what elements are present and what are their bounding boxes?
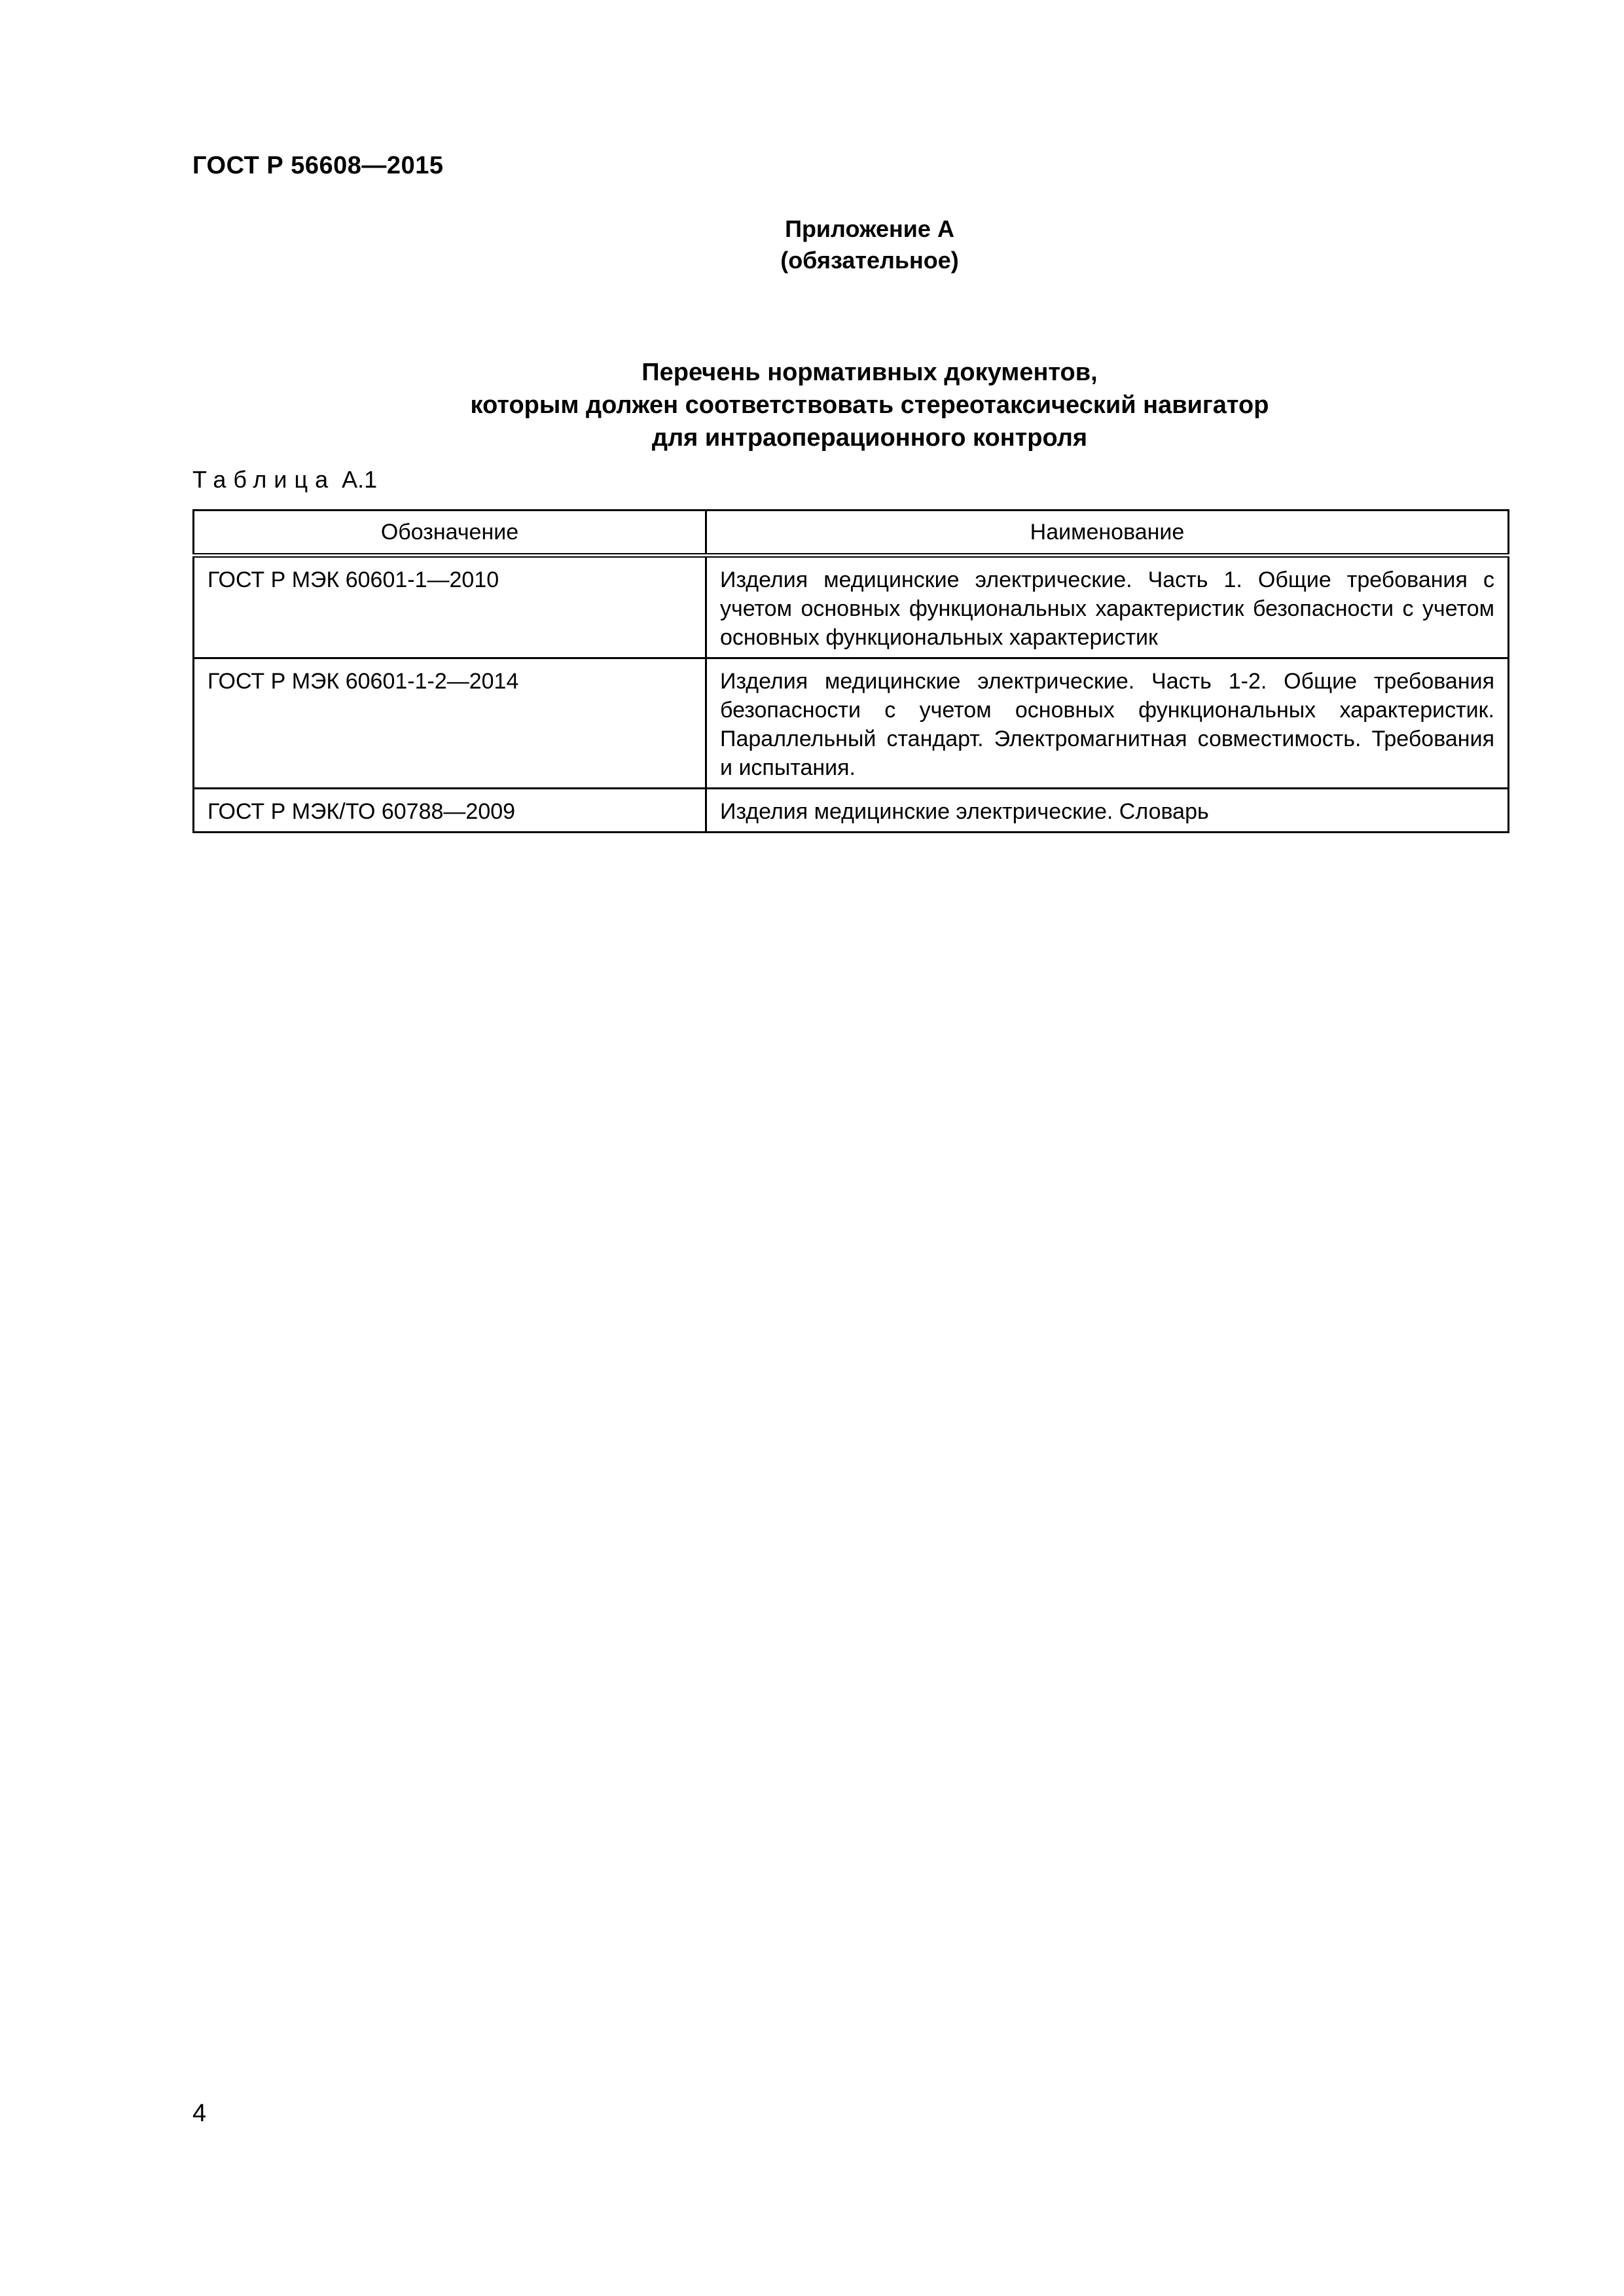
standard-name-cell: Изделия медицинские электрические. Словарь xyxy=(706,789,1509,833)
table-label-word: Таблица xyxy=(192,466,336,493)
document-code: ГОСТ Р 56608—2015 xyxy=(192,152,444,179)
title-line-3: для интраоперационного контроля xyxy=(651,424,1088,452)
standard-name-cell: Изделия медицинские электрические. Часть 1-2. Общие требования безопасности с учетом основных функциональных характеристик. Параллельный стандарт. Электромагнитная совместимость. Требования и испытания. xyxy=(706,658,1509,789)
column-header-code: Обозначение xyxy=(194,511,706,556)
table-row xyxy=(194,789,1509,833)
title-line-1: Перечень нормативных документов, xyxy=(641,359,1098,386)
table-header-row xyxy=(194,511,1509,556)
standard-code-cell: ГОСТ Р МЭК 60601-1-2—2014 xyxy=(194,658,706,789)
table-row xyxy=(194,556,1509,658)
standard-code-cell: ГОСТ Р МЭК 60601-1—2010 xyxy=(194,556,706,658)
standards-table xyxy=(192,509,1509,833)
appendix-title: Приложение А xyxy=(785,215,954,242)
table-row xyxy=(194,658,1509,789)
standard-code-cell: ГОСТ Р МЭК/ТО 60788—2009 xyxy=(194,789,706,833)
section-title xyxy=(0,356,1624,454)
table-label xyxy=(192,466,377,493)
page-number: 4 xyxy=(192,2100,207,2127)
column-header-name: Наименование xyxy=(706,511,1509,556)
title-line-2: которым должен соответствовать стереотаксический навигатор xyxy=(470,391,1269,419)
appendix-status: (обязательное) xyxy=(780,247,959,274)
table-label-number: А.1 xyxy=(342,466,378,493)
standard-name-cell: Изделия медицинские электрические. Часть 1. Общие требования с учетом основных функциональных характеристик безопасности с учетом основных функциональных характеристик xyxy=(706,556,1509,658)
appendix-heading xyxy=(0,213,1624,276)
